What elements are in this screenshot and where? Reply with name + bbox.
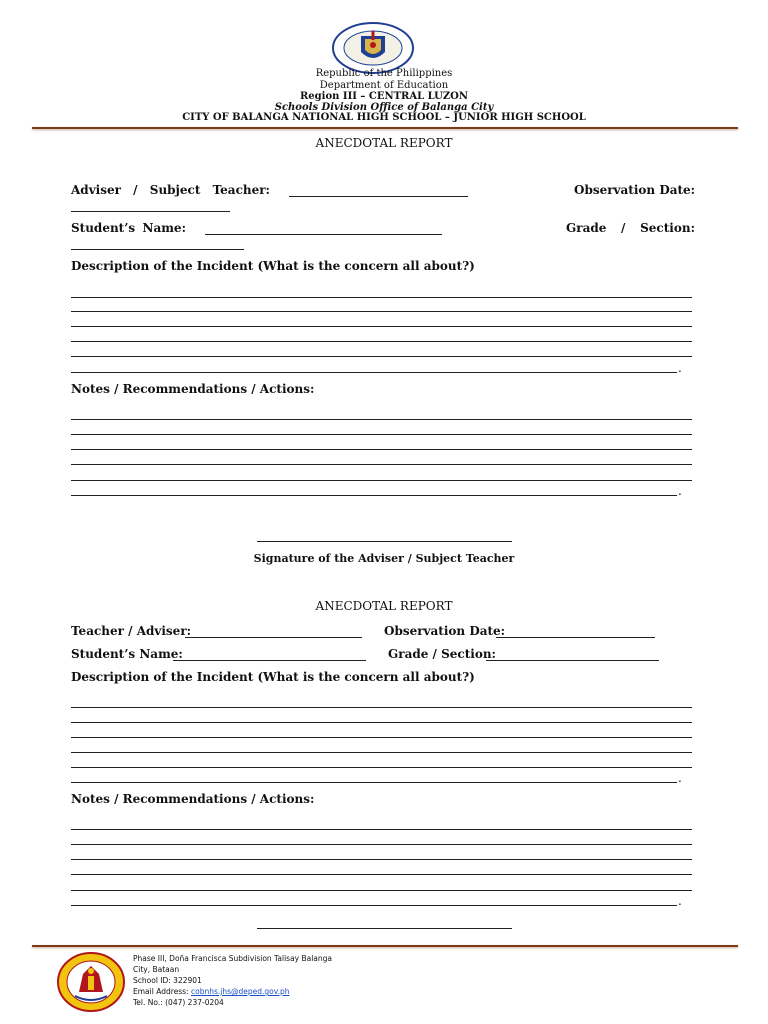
- form1-grade-field[interactable]: [71, 249, 244, 250]
- form1-notes-line[interactable]: [71, 419, 692, 420]
- header-republic: Republic of the Philippines: [315, 68, 453, 79]
- footer-address-2: City, Bataan: [133, 965, 180, 974]
- form1-student-field[interactable]: [205, 234, 442, 235]
- form2-notes-line[interactable]: [71, 859, 692, 860]
- form2-description-label: Description of the Incident (What is the concern all about?): [71, 670, 475, 684]
- form1-description-line[interactable]: [71, 372, 677, 373]
- form1-description-line[interactable]: [71, 326, 692, 327]
- period-mark: .: [678, 361, 682, 375]
- header-division: Schools Division Office of Balanga City: [274, 102, 494, 113]
- period-mark: .: [678, 894, 682, 908]
- form2-description-line[interactable]: [71, 722, 692, 723]
- footer-school-id: School ID: 322901: [133, 976, 202, 985]
- form2-student-field[interactable]: [173, 660, 366, 661]
- period-mark: .: [678, 484, 682, 498]
- period-mark: .: [678, 771, 682, 785]
- footer-divider: [32, 945, 738, 947]
- form2-notes-label: Notes / Recommendations / Actions:: [71, 792, 315, 806]
- form2-description-line[interactable]: [71, 767, 692, 768]
- signature-line-2[interactable]: [257, 928, 512, 929]
- form2-grade-label: Grade / Section:: [388, 647, 496, 661]
- form2-description-line[interactable]: [71, 737, 692, 738]
- footer-email-row: [133, 987, 290, 996]
- form1-adviser-label: Adviser / Subject Teacher:: [71, 183, 270, 197]
- form1-observation-label: Observation Date:: [574, 183, 696, 197]
- header-department: Department of Education: [319, 80, 449, 91]
- form1-description-line[interactable]: [71, 311, 692, 312]
- footer-email-label: Email Address:: [133, 987, 189, 996]
- form2-notes-line[interactable]: [71, 905, 677, 906]
- form1-observation-field[interactable]: [71, 211, 230, 212]
- signature-label: Signature of the Adviser / Subject Teacher: [253, 552, 515, 565]
- form2-title: ANECDOTAL REPORT: [315, 599, 453, 613]
- form2-description-line[interactable]: [71, 752, 692, 753]
- form1-title: ANECDOTAL REPORT: [315, 136, 453, 150]
- form1-notes-line[interactable]: [71, 495, 677, 496]
- form2-notes-line[interactable]: [71, 844, 692, 845]
- form2-teacher-label: Teacher / Adviser:: [71, 624, 192, 638]
- form1-notes-line[interactable]: [71, 449, 692, 450]
- school-logo: [57, 952, 125, 1012]
- deped-seal: [332, 22, 414, 74]
- form2-observation-field[interactable]: [496, 637, 655, 638]
- form2-description-line[interactable]: [71, 782, 677, 783]
- form2-notes-line[interactable]: [71, 829, 692, 830]
- form1-description-label: Description of the Incident (What is the concern all about?): [71, 259, 475, 273]
- form1-notes-line[interactable]: [71, 464, 692, 465]
- footer-email-link[interactable]: cobnhs.jhs@deped.gov.ph: [190, 987, 290, 996]
- form1-grade-label: Grade / Section:: [566, 221, 695, 235]
- form2-student-label: Student’s Name:: [71, 647, 183, 661]
- form2-teacher-field[interactable]: [185, 637, 362, 638]
- form1-notes-line[interactable]: [71, 480, 692, 481]
- form2-grade-field[interactable]: [486, 660, 659, 661]
- form2-notes-line[interactable]: [71, 890, 692, 891]
- form1-description-line[interactable]: [71, 356, 692, 357]
- form2-observation-label: Observation Date:: [384, 624, 506, 638]
- form2-description-line[interactable]: [71, 707, 692, 708]
- form1-notes-line[interactable]: [71, 434, 692, 435]
- form1-adviser-field[interactable]: [289, 196, 468, 197]
- footer-address-1: Phase III, Doña Francisca Subdivision Talisay Balanga: [133, 954, 333, 963]
- header-school: CITY OF BALANGA NATIONAL HIGH SCHOOL – JUNIOR HIGH SCHOOL: [182, 112, 586, 123]
- header-divider: [32, 127, 738, 129]
- form1-description-line[interactable]: [71, 297, 692, 298]
- form1-student-label: Student’s Name:: [71, 221, 186, 235]
- footer-tel: Tel. No.: (047) 237-0204: [133, 998, 224, 1007]
- form2-notes-line[interactable]: [71, 874, 692, 875]
- form1-description-line[interactable]: [71, 341, 692, 342]
- form1-notes-label: Notes / Recommendations / Actions:: [71, 382, 315, 396]
- signature-line[interactable]: [257, 541, 512, 542]
- header-region: Region III – CENTRAL LUZON: [300, 91, 468, 102]
